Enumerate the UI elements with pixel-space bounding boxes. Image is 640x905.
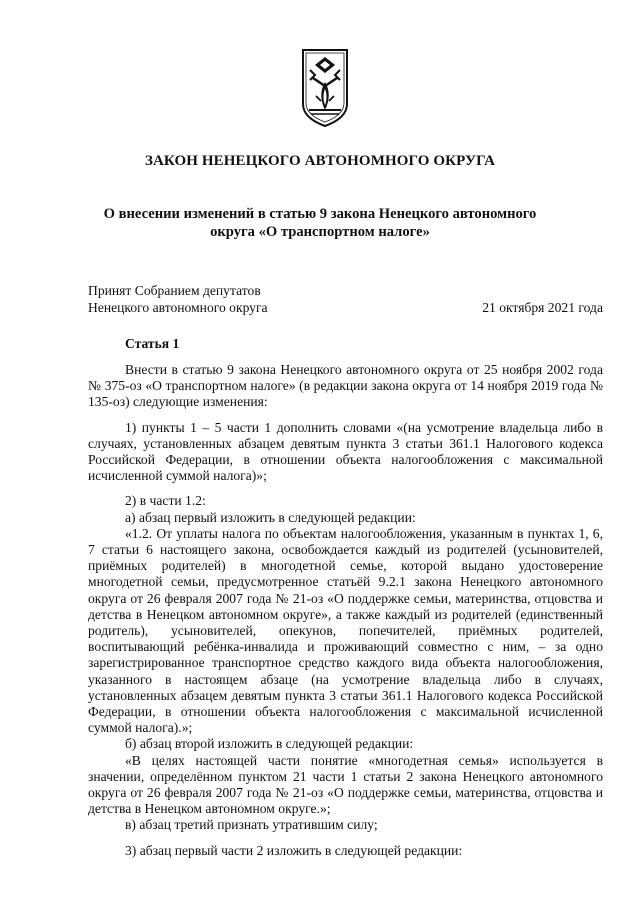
- paragraph: а) абзац первый изложить в следующей редакции:: [125, 509, 416, 525]
- adoption-date: 21 октября 2021 года: [482, 300, 603, 315]
- paragraph: Внести в статью 9 закона Ненецкого автономного округа от 25 ноября 2002 года № 375-оз «О транспортном налоге» (в редакции закона округа от 14 ноября 2019 года № 135-оз) следующие изменения:: [88, 362, 603, 410]
- paragraph: 2) в части 1.2:: [125, 493, 206, 509]
- paragraph: 3) абзац первый части 2 изложить в следующей редакции:: [125, 842, 463, 858]
- nao-coat-of-arms-icon: [301, 48, 349, 128]
- subtitle-line: О внесении изменений в статью 9 закона Ненецкого автономного: [103, 206, 537, 222]
- law-subtitle: [80, 205, 560, 241]
- paragraph: «В целях настоящей части понятие «многодетная семья» используется в значении, определённом пунктом 21 части 1 статьи 2 закона Ненецкого автономного округа от 26 февраля 2007 года № 21-оз «О поддержке семьи, материнства, отцовства и детства в Ненецком автономном округе.»;: [88, 752, 603, 817]
- adoption-block: [88, 282, 603, 316]
- article-title: Статья 1: [125, 336, 180, 351]
- article-body: [88, 362, 603, 859]
- paragraph: б) абзац второй изложить в следующей редакции:: [125, 736, 414, 752]
- adoption-body: Принят Собранием депутатов: [88, 283, 261, 298]
- law-title: ЗАКОН НЕНЕЦКОГО АВТОНОМНОГО ОКРУГА: [144, 153, 496, 169]
- adoption-region: Ненецкого автономного округа: [88, 300, 268, 315]
- paragraph: «1.2. От уплаты налога по объектам налогообложения, указанным в пунктах 1, 6, 7 статьи 6 настоящего закона, освобождается каждый из родителей (усыновителей, приёмных родителей) в многодетной семье, которой выдано удостоверение многодетной семьи, предусмотренное статьёй 9.2.1 закона Ненецкого автономного округа от 26 февраля 2007 года № 21-оз «О поддержке семьи, материнства, отцовства и детства в Ненецком автономном округе», а также каждый из родителей (единственный родитель), усыновителей, опекунов, попечителей, приёмных родителей, воспитывающий ребёнка-инвалида и проживающий совместно с ним, – за одно зарегистрированное транспортное средство каждого вида объекта налогообложения, указанного в настоящем абзаце (на усмотрение владельца либо в случаях, установленных абзацем девятым пункта 3 статьи 361.1 Налогового кодекса Российской Федерации, в отношении объекта налогообложения с максимальной исчисленной суммой налога).»;: [88, 525, 603, 736]
- subtitle-line: округа «О транспортном налоге»: [210, 224, 430, 240]
- paragraph: 1) пункты 1 – 5 части 1 дополнить словами «(на усмотрение владельца либо в случаях, установленных абзацем девятым пункта 3 статьи 361.1 Налогового кодекса Российской Федерации, в отношении объекта налогообложения с максимальной исчисленной суммой налога)»;: [88, 419, 603, 484]
- paragraph: в) абзац третий признать утратившим силу;: [125, 817, 378, 833]
